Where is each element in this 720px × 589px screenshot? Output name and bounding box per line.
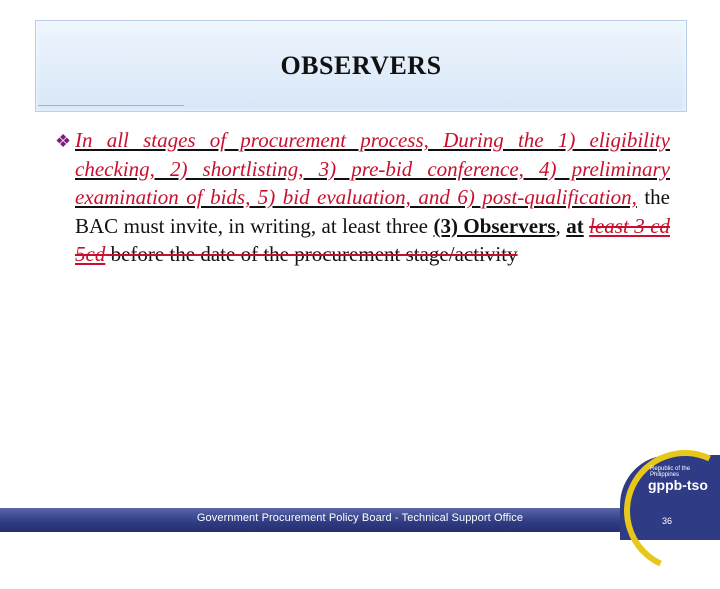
- body-paragraph: [55, 126, 670, 269]
- struck-days-text: least 3 cd 5cd: [75, 213, 671, 266]
- procurement-stages-text: In all stages of procurement process, During the 1) eligibility checking, 2) shortlisting, 3) pre-bid conference, 4) preliminary examination of bids, 5) bid evaluation, and 6) post-qualification,: [75, 128, 670, 209]
- logo-text: gppb-tso: [648, 477, 708, 493]
- struck-date-text: before the date of the procurement stage/activity: [105, 242, 518, 266]
- bac-invite-text: the BAC must invite, in writing, at least three: [75, 185, 671, 238]
- comma-text: ,: [555, 213, 567, 238]
- footer-bar: [0, 508, 720, 532]
- at-text: at: [566, 213, 584, 238]
- logo-subtitle: Republic of the Philippines: [650, 466, 691, 478]
- slide-title: OBSERVERS: [280, 51, 442, 80]
- title-box: [35, 20, 687, 112]
- slide-number: 36: [662, 516, 673, 526]
- diamond-bullet-icon: ❖: [55, 131, 72, 151]
- title-divider: [38, 105, 184, 106]
- footer-text: Government Procurement Policy Board - Technical Support Office: [196, 512, 524, 524]
- observers-text: (3) Observers: [433, 213, 556, 238]
- logo-arc: [607, 433, 720, 589]
